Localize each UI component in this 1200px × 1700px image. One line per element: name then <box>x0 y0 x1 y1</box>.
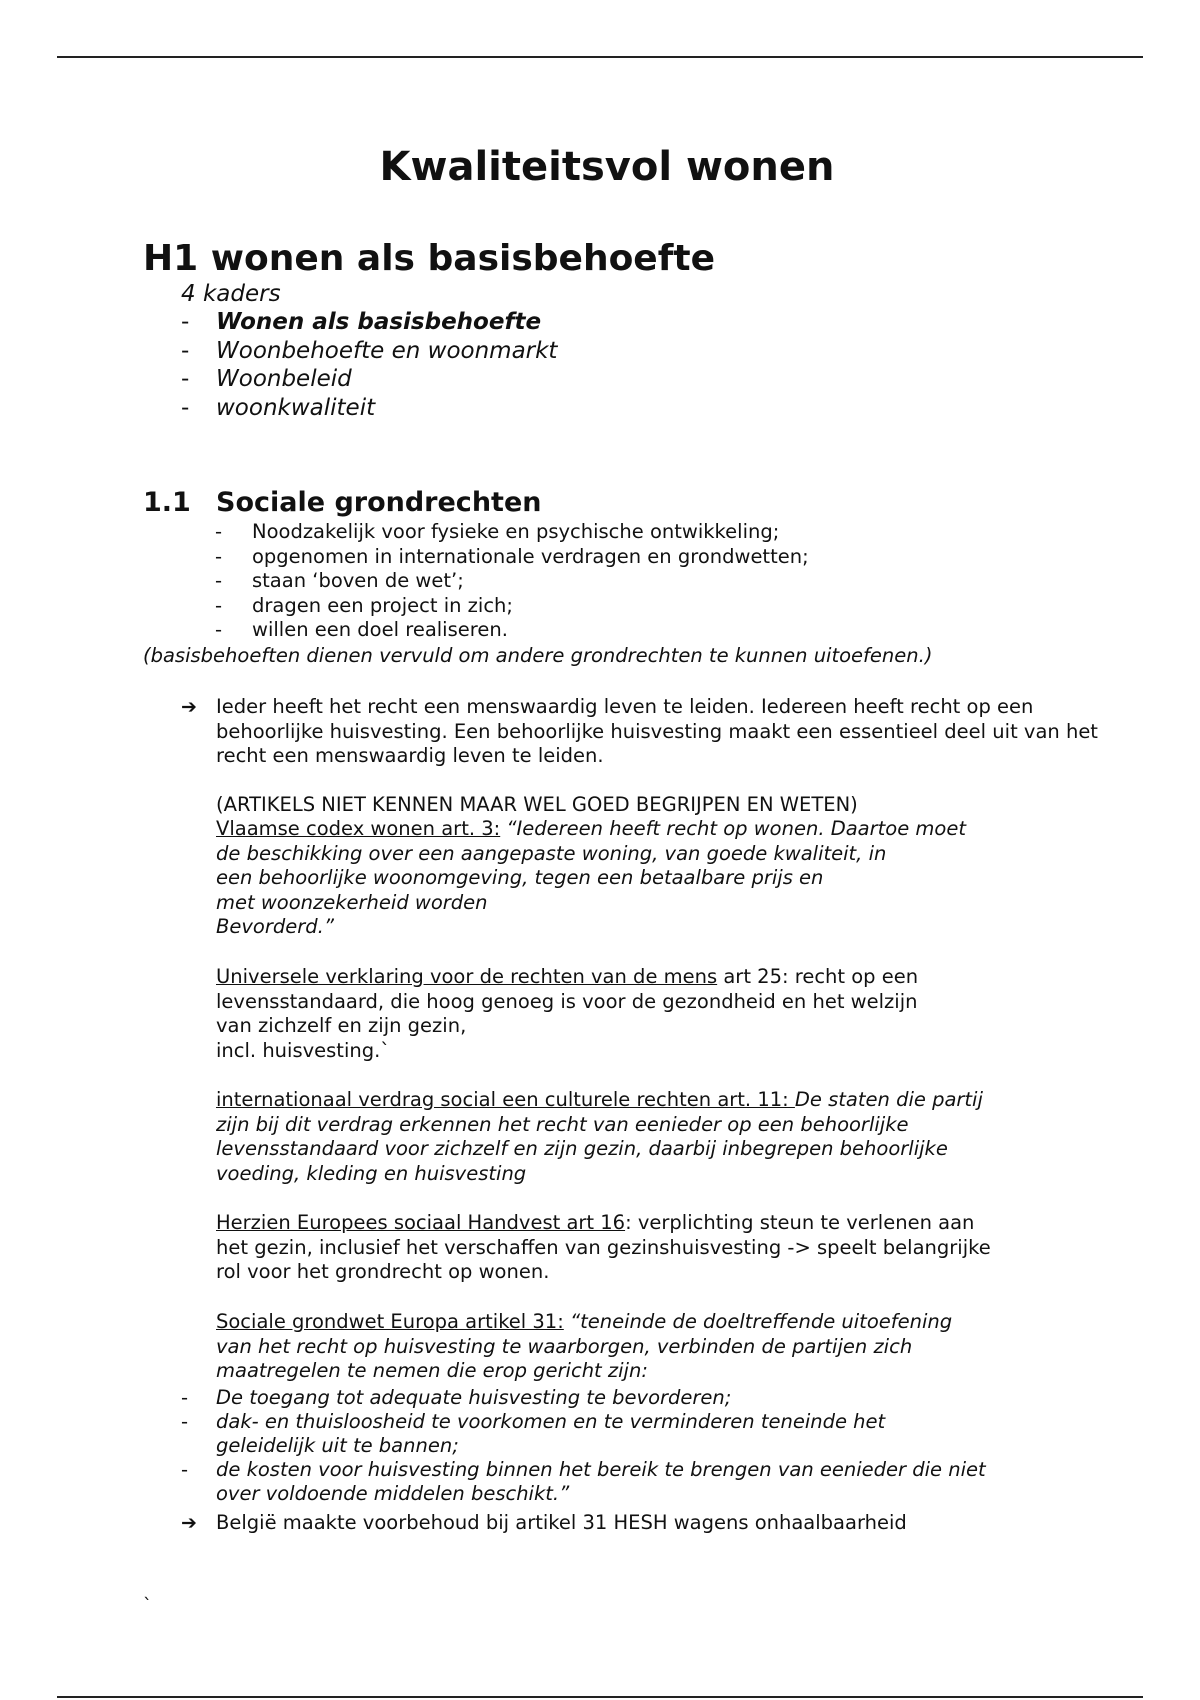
vlaamse-codex-block: Vlaamse codex wonen art. 3: “Iedereen heeft recht op wonen. Daartoe moet de beschikking over een aangepaste woning, van goede kwaliteit, in een behoorlijke woonomgeving, tegen een betaalbare prijs en met woonzekerheid worden Bevorderd.” <box>216 817 966 938</box>
kaders-label: 4 kaders <box>181 281 281 307</box>
arrow-icon: ➔ <box>181 696 197 718</box>
list-item: - Noodzakelijk voor fysieke en psychische ontwikkeling; <box>215 520 780 543</box>
universele-verklaring-label: Universele verklaring voor de rechten van de mens <box>216 965 718 988</box>
header-rule <box>57 56 1143 58</box>
list-item: - dragen een project in zich; <box>215 593 513 617</box>
section-heading <box>143 486 541 520</box>
internationaal-verdrag-label: internationaal verdrag social een culturele rechten art. 11: <box>216 1088 795 1111</box>
artikels-note: (ARTIKELS NIET KENNEN MAAR WEL GOED BEGRIJPEN EN WETEN) <box>216 793 858 816</box>
chapter-heading: H1 wonen als basisbehoefte <box>143 238 716 279</box>
list-item: - opgenomen in internationale verdragen en grondwetten; <box>215 544 809 568</box>
sociale-grondwet-list <box>143 1386 1133 1506</box>
arrow-icon: ➔ <box>181 1512 197 1534</box>
list-item: - dak- en thuisloosheid te voorkomen en te verminderen teneinde het geleidelijk uit te bannen; <box>181 1410 886 1457</box>
list-item: - Wonen als basisbehoefte <box>181 309 542 335</box>
list-item: - willen een doel realiseren. <box>215 618 508 641</box>
list-item: - Woonbehoefte en woonmarkt <box>181 337 558 364</box>
section-title: Sociale grondrechten <box>216 487 542 518</box>
list-item: - de kosten voor huisvesting binnen het bereik te brengen van eenieder die niet over voldoende middelen beschikt.” <box>181 1458 986 1505</box>
section-number: 1.1 <box>143 487 191 518</box>
sociale-grondwet-block: Sociale grondwet Europa artikel 31: “teneinde de doeltreffende uitoefening van het recht op huisvesting te waarborgen, verbinden de partijen zich maatregelen te nemen die erop gericht zijn: <box>216 1310 953 1382</box>
europees-handvest-block: Herzien Europees sociaal Handvest art 16: verplichting steun te verlenen aan het gezin, inclusief het verschaffen van gezinshuisvesting -> speelt belangrijke rol voor het grondrecht op wonen. <box>216 1211 991 1283</box>
document-title: Kwaliteitsvol wonen <box>379 144 835 190</box>
arrow-paragraph: België maakte voorbehoud bij artikel 31 HESH wagens onhaalbaarheid <box>216 1511 907 1534</box>
europees-handvest-label: Herzien Europees sociaal Handvest art 16 <box>216 1211 626 1234</box>
kaders-list <box>143 308 557 422</box>
grondrechten-list <box>143 520 809 643</box>
vlaamse-codex-label: Vlaamse codex wonen art. 3: <box>216 817 501 840</box>
internationaal-verdrag-block: internationaal verdrag social een culturele rechten art. 11: De staten die partij zijn bij dit verdrag erkennen het recht van eenieder op een behoorlijke levensstandaard voor zichzelf en zijn gezin, daarbij inbegrepen behoorlijke voeding, kleding en huisvesting <box>216 1088 983 1185</box>
stray-mark: ` <box>143 1595 152 1616</box>
grondrechten-note: (basisbehoeften dienen vervuld om andere grondrechten te kunnen uitoefenen.) <box>143 644 933 667</box>
list-item: - De toegang tot adequate huisvesting te bevorderen; <box>181 1386 732 1409</box>
footer-rule <box>57 1696 1143 1698</box>
list-item: - staan ‘boven de wet’; <box>215 569 464 592</box>
universele-verklaring-block: Universele verklaring voor de rechten van de mens art 25: recht op een levensstandaard, die hoog genoeg is voor de gezondheid en het welzijn van zichzelf en zijn gezin, incl. huisvesting.` <box>216 965 919 1062</box>
sociale-grondwet-label: Sociale grondwet Europa artikel 31: <box>216 1310 564 1333</box>
list-item: - woonkwaliteit <box>181 394 376 421</box>
arrow-paragraph: Ieder heeft het recht een menswaardig leven te leiden. Iedereen heeft recht op een behoorlijke huisvesting. Een behoorlijke huisvesting maakt een essentieel deel uit van het recht een menswaardig leven te leiden. <box>216 695 1098 767</box>
list-item: - Woonbeleid <box>181 366 352 392</box>
